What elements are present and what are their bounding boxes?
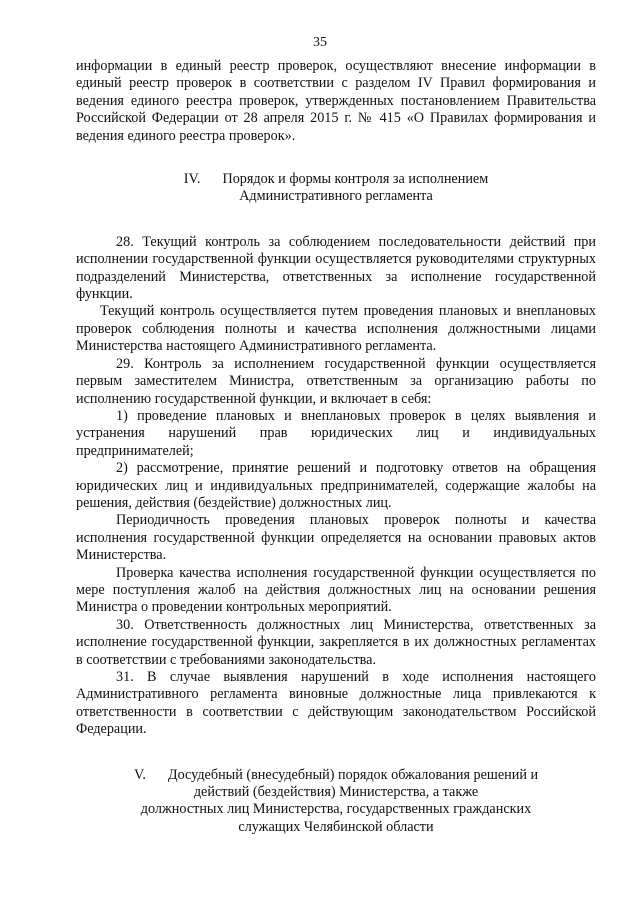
paragraph-29-quality-check: Проверка качества исполнения государственной функции осуществляется по мере поступления жалоб на действия должностных лиц на основании решения Министра о проведении контрольных мероприятий. (76, 564, 596, 616)
paragraph-31: 31. В случае выявления нарушений в ходе исполнения настоящего Административного регламента виновные должностные лица привлекаются к ответственности в соответствии с действующим законодательством Российской Федерации. (76, 669, 596, 738)
page-number: 35 (313, 35, 327, 50)
section-iv-heading (76, 171, 596, 206)
section-v-title-line1: Досудебный (внесудебный) порядок обжалования решений и (167, 766, 539, 783)
paragraph-28-continuation: Текущий контроль осуществляется путем проведения плановых и внеплановых проверок соблюдения полноты и качества исполнения должностными лицами Министерства настоящего Административного регламента. (76, 303, 596, 355)
intro-paragraph: информации в единый реестр проверок, осуществляют внесение информации в единый реестр проверок в соответствии с разделом IV Правил формирования и ведения единого реестра проверок, утвержденных постановлением Правительства Российской Федерации от 28 апреля 2015 г. № 415 «О Правилах формирования и ведения единого реестра проверок». (76, 58, 596, 144)
section-iv-title-line2: Административного регламента (239, 188, 433, 205)
section-v-title-line2: действий (бездействия) Министерства, а также (193, 784, 479, 801)
paragraph-28: 28. Текущий контроль за соблюдением последовательности действий при исполнении государственной функции осуществляется руководителями структурных подразделений Министерства, ответственных за исполнение государственной функции. (76, 233, 596, 303)
section-v-title-line4: служащих Челябинской области (238, 818, 434, 835)
paragraph-29-periodicity: Периодичность проведения плановых проверок полноты и качества исполнения государственной функции определяется на основании правовых актов Министерства. (76, 512, 596, 564)
section-v-heading (76, 767, 596, 837)
paragraph-29: 29. Контроль за исполнением государственной функции осуществляется первым заместителем Министра, ответственным за организацию работы по исполнению государственной функции, и включает в себя: (76, 355, 596, 407)
paragraph-29-item-2: 2) рассмотрение, принятие решений и подготовку ответов на обращения юридических лиц и индивидуальных предпринимателей, содержащие жалобы на решения, действия (бездействие) должностных лиц. (76, 460, 596, 511)
paragraph-30: 30. Ответственность должностных лиц Министерства, ответственных за исполнение государственной функции, закрепляется в их должностных регламентах в соответствии с требованиями законодательства. (76, 616, 596, 668)
section-v-title-line3: должностных лиц Министерства, государственных гражданских (140, 801, 532, 818)
section-iv-title-line1: Порядок и формы контроля за исполнением (222, 171, 489, 188)
section-v-number: V. (133, 766, 146, 783)
document-body (76, 58, 596, 836)
section-iv-number: IV. (183, 171, 201, 188)
paragraph-29-item-1: 1) проведение плановых и внеплановых проверок в целях выявления и устранения нарушений прав юридических лиц и индивидуальных предпринимателей; (76, 407, 596, 459)
